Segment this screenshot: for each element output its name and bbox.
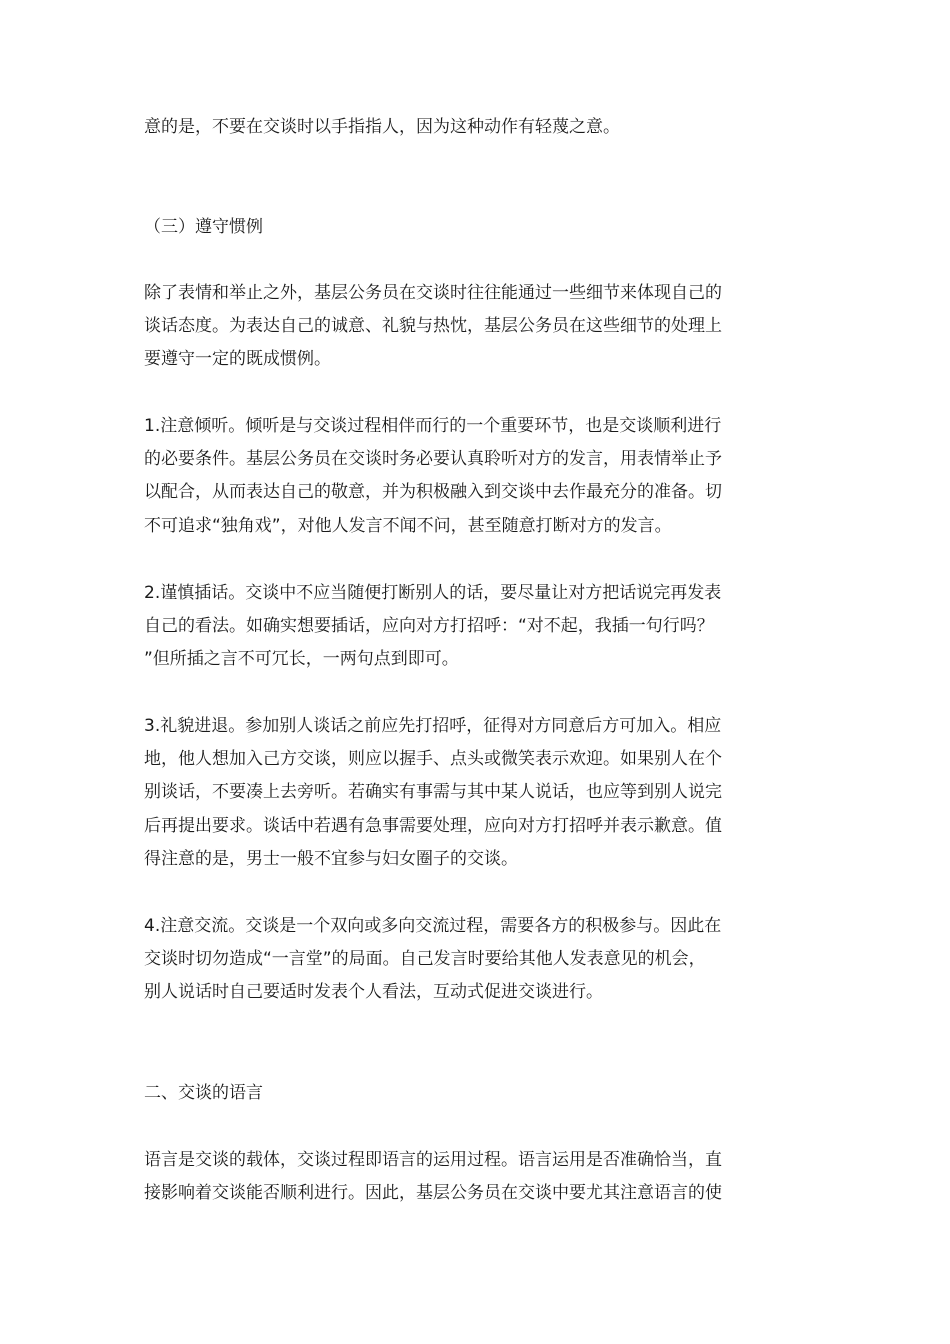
paragraph-line: 4.注意交流。交谈是一个双向或多向交流过程，需要各方的积极参与。因此在 (144, 916, 722, 936)
paragraph-line: 后再提出要求。谈话中若遇有急事需要处理，应向对方打招呼并表示歉意。值 (144, 816, 722, 836)
paragraph-line: 要遵守一定的既成惯例。 (144, 349, 331, 369)
paragraph-line: 自己的看法。如确实想要插话，应向对方打招呼：“对不起，我插一句行吗？ (144, 616, 714, 636)
paragraph-line: ”但所插之言不可冗长，一两句点到即可。 (144, 649, 459, 669)
paragraph-line: 别人说话时自己要适时发表个人看法，互动式促进交谈进行。 (144, 982, 603, 1002)
paragraph-line: 2.谨慎插话。交谈中不应当随便打断别人的话，要尽量让对方把话说完再发表 (144, 583, 722, 603)
paragraph-line: 不可追求“独角戏”，对他人发言不闻不问，甚至随意打断对方的发言。 (144, 516, 672, 536)
paragraph-line: 1.注意倾听。倾听是与交谈过程相伴而行的一个重要环节，也是交谈顺利进行 (144, 416, 722, 436)
continuation-text: 意的是，不要在交谈时以手指指人，因为这种动作有轻蔑之意。 (144, 117, 620, 137)
paragraph-line: 得注意的是，男士一般不宜参与妇女圈子的交谈。 (144, 849, 518, 869)
paragraph-line: 地，他人想加入己方交谈，则应以握手、点头或微笑表示欢迎。如果别人在个 (144, 749, 722, 769)
section-heading-keep-customs: （三）遵守惯例 (144, 217, 263, 237)
section-heading-conversation-language: 二、交谈的语言 (144, 1083, 263, 1103)
paragraph-line: 语言是交谈的载体，交谈过程即语言的运用过程。语言运用是否准确恰当，直 (144, 1150, 722, 1170)
paragraph-line: 3.礼貌进退。参加别人谈话之前应先打招呼，征得对方同意后方可加入。相应 (144, 716, 722, 736)
paragraph-line: 的必要条件。基层公务员在交谈时务必要认真聆听对方的发言，用表情举止予 (144, 449, 722, 469)
paragraph-line: 接影响着交谈能否顺利进行。因此，基层公务员在交谈中要尤其注意语言的使 (144, 1183, 722, 1203)
paragraph-line: 交谈时切勿造成“一言堂”的局面。自己发言时要给其他人发表意见的机会， (144, 949, 706, 969)
paragraph-line: 别谈话，不要凑上去旁听。若确实有事需与其中某人说话，也应等到别人说完 (144, 782, 722, 802)
paragraph-line: 除了表情和举止之外，基层公务员在交谈时往往能通过一些细节来体现自己的 (144, 283, 722, 303)
paragraph-line: 以配合，从而表达自己的敬意，并为积极融入到交谈中去作最充分的准备。切 (144, 482, 722, 502)
paragraph-line: 谈话态度。为表达自己的诚意、礼貌与热忱，基层公务员在这些细节的处理上 (144, 316, 722, 336)
